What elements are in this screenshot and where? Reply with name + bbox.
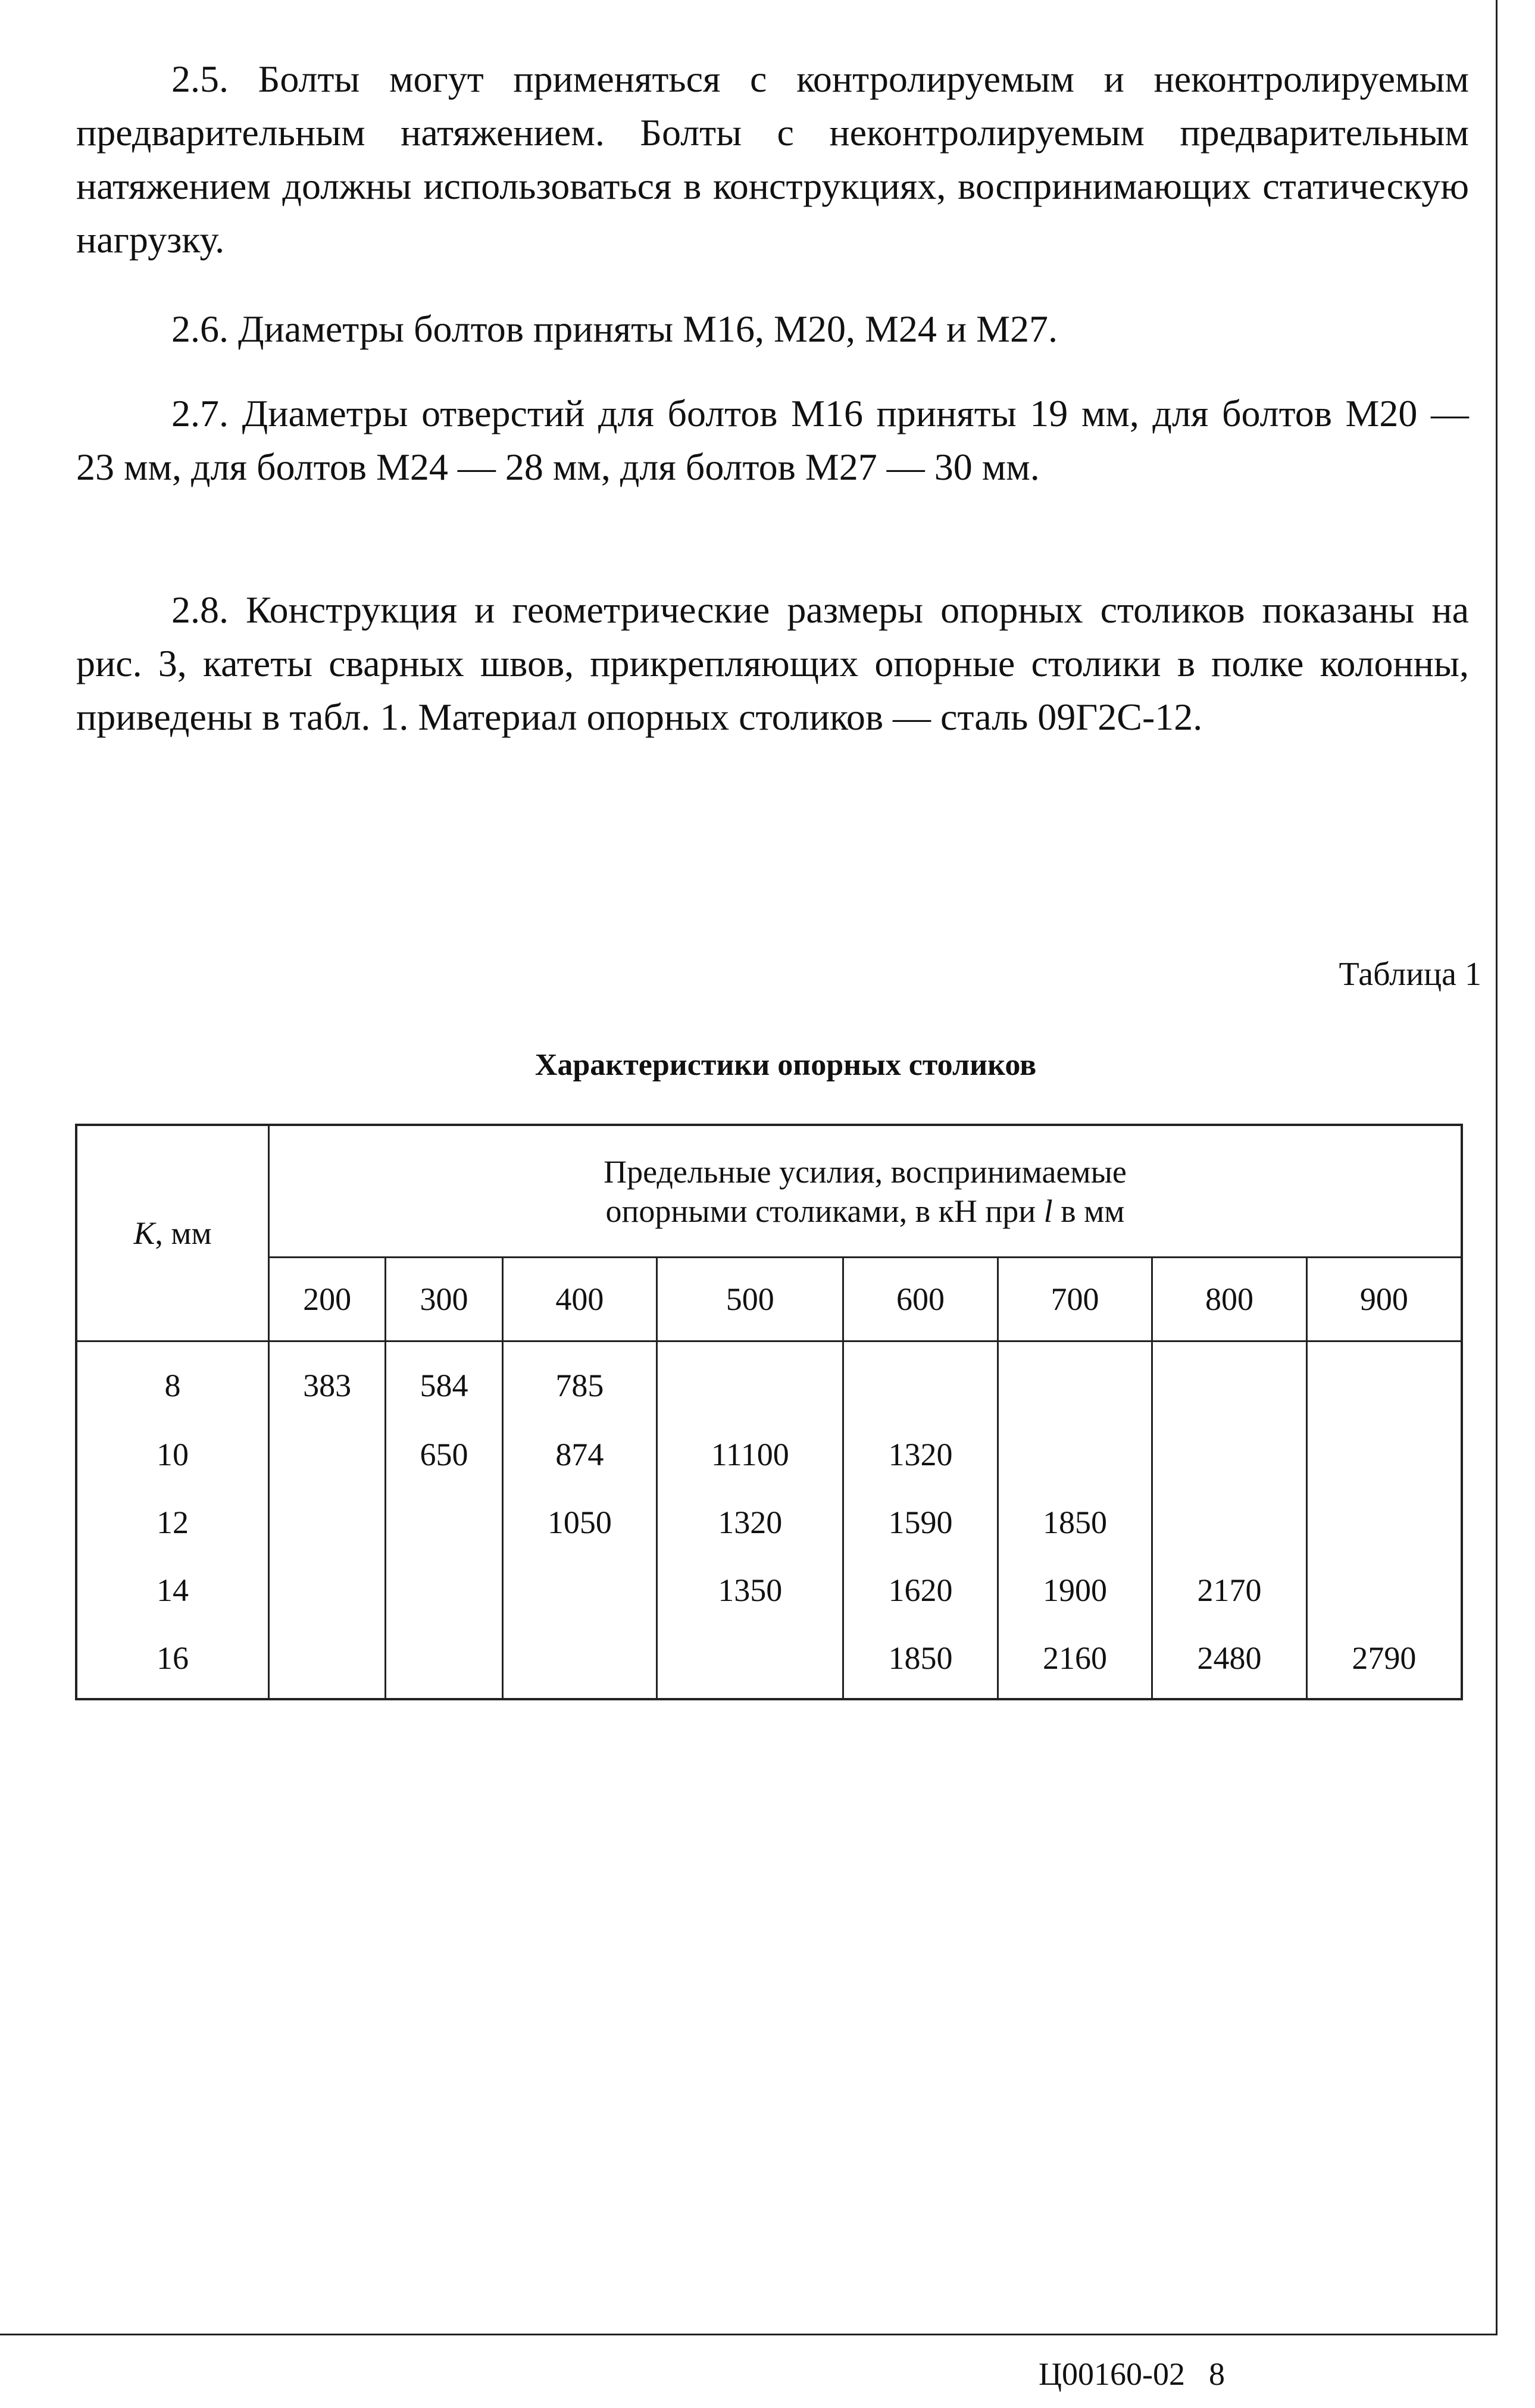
table-cell: 1050 <box>502 1488 656 1556</box>
table-cell <box>269 1488 386 1556</box>
column-header: 900 <box>1306 1258 1462 1341</box>
table-label: Таблица 1 <box>1339 956 1481 993</box>
paragraph-2-5: 2.5. Болты могут применяться с контролируемым и неконтролируемым предварительным натяжением. Болты с неконтролируемым предварительным натяжением должны использоваться в конструкциях, воспринимающих статическую нагрузку. <box>76 58 1469 261</box>
group-header-line2-b: в мм <box>1052 1193 1125 1229</box>
row-k-value: 10 <box>76 1421 269 1488</box>
table-cell <box>502 1556 656 1624</box>
table-cell <box>386 1624 502 1699</box>
column-header: 800 <box>1152 1258 1306 1341</box>
table-cell: 1850 <box>843 1624 998 1699</box>
table-cell: 383 <box>269 1341 386 1421</box>
column-header: 500 <box>657 1258 843 1341</box>
table-cell <box>843 1341 998 1421</box>
table-cell: 785 <box>502 1341 656 1421</box>
column-header: 200 <box>269 1258 386 1341</box>
row-k-value: 12 <box>76 1488 269 1556</box>
table-cell <box>998 1421 1152 1488</box>
table-cell: 1620 <box>843 1556 998 1624</box>
table-cell <box>657 1624 843 1699</box>
table-cell: 874 <box>502 1421 656 1488</box>
group-header-variable: l <box>1043 1193 1053 1229</box>
support-table <box>75 1124 1463 1700</box>
table-cell <box>1306 1341 1462 1421</box>
table-cell: 2480 <box>1152 1624 1306 1699</box>
table-cell <box>657 1341 843 1421</box>
k-header-variable: K <box>133 1215 155 1251</box>
paragraph-2-6: 2.6. Диаметры болтов приняты М16, М20, М24 и М27. <box>171 308 1058 350</box>
table-cell <box>502 1624 656 1699</box>
paragraph-2-7: 2.7. Диаметры отверстий для болтов М16 приняты 19 мм, для болтов М20 — 23 мм, для болтов М24 — 28 мм, для болтов М27 — 30 мм. <box>76 392 1469 488</box>
table-cell <box>1306 1556 1462 1624</box>
table-cell <box>386 1488 502 1556</box>
table-cell: 650 <box>386 1421 502 1488</box>
table-row <box>76 1556 1462 1624</box>
row-k-value: 16 <box>76 1624 269 1699</box>
doc-code: Ц00160-02 <box>1039 2356 1185 2392</box>
paragraph-2-8: 2.8. Конструкция и геометрические размеры опорных столиков показаны на рис. 3, катеты сварных швов, прикрепляющих опорные столики в полке колонны, приведены в табл. 1. Материал опорных столиков — сталь 09Г2С-12. <box>76 589 1469 738</box>
table-cell: 2160 <box>998 1624 1152 1699</box>
table-row <box>76 1624 1462 1699</box>
table-cell: 1350 <box>657 1556 843 1624</box>
table-cell: 584 <box>386 1341 502 1421</box>
table-row <box>76 1421 1462 1488</box>
table-cell: 11100 <box>657 1421 843 1488</box>
row-k-value: 14 <box>76 1556 269 1624</box>
table-cell: 1320 <box>843 1421 998 1488</box>
table-title: Характеристики опорных столиков <box>534 1048 1037 1082</box>
table-cell <box>269 1556 386 1624</box>
table-cell: 2790 <box>1306 1624 1462 1699</box>
k-header-unit: , мм <box>155 1215 212 1251</box>
column-header-row <box>76 1258 1462 1341</box>
table-cell: 1850 <box>998 1488 1152 1556</box>
table-cell <box>269 1421 386 1488</box>
table-cell <box>1152 1341 1306 1421</box>
table-cell <box>386 1556 502 1624</box>
table-cell <box>998 1341 1152 1421</box>
table-row <box>76 1488 1462 1556</box>
group-header-line2-a: опорными столиками, в кН при <box>605 1193 1044 1229</box>
column-header: 700 <box>998 1258 1152 1341</box>
force-group-header <box>269 1125 1462 1258</box>
column-header: 300 <box>386 1258 502 1341</box>
row-k-value: 8 <box>76 1341 269 1421</box>
group-header-line1: Предельные усилия, воспринимаемые <box>604 1153 1127 1190</box>
table-cell <box>1306 1421 1462 1488</box>
page-number: 8 <box>1208 2356 1225 2392</box>
table-cell <box>269 1624 386 1699</box>
table-cell: 1320 <box>657 1488 843 1556</box>
table-cell <box>1152 1488 1306 1556</box>
table-body <box>76 1341 1462 1700</box>
table-row <box>76 1341 1462 1421</box>
k-column-header <box>76 1125 269 1341</box>
table-cell <box>1152 1421 1306 1488</box>
table-cell: 2170 <box>1152 1556 1306 1624</box>
table-cell: 1900 <box>998 1556 1152 1624</box>
column-header: 600 <box>843 1258 998 1341</box>
page-footer <box>1039 2356 1225 2393</box>
table-cell: 1590 <box>843 1488 998 1556</box>
table-cell <box>1306 1488 1462 1556</box>
column-header: 400 <box>502 1258 656 1341</box>
